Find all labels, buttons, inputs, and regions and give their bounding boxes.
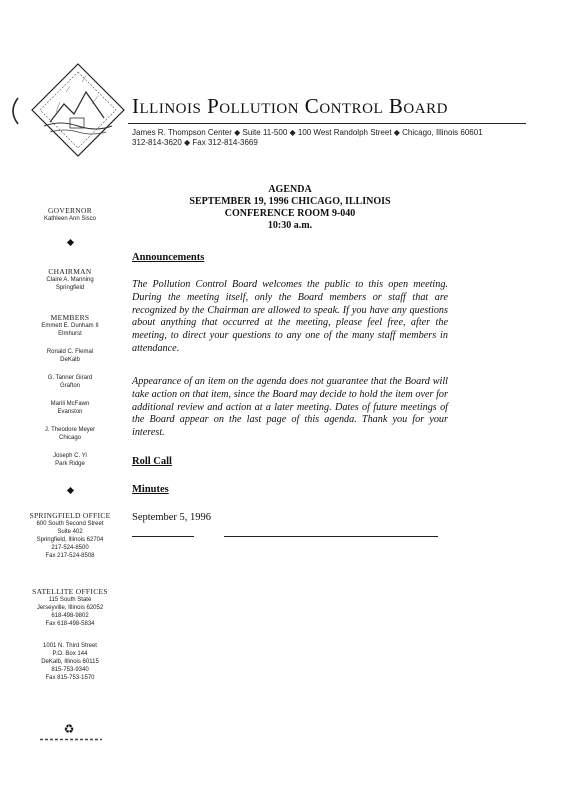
member-city: Park Ridge: [55, 461, 85, 467]
sidebar-diamond: [28, 240, 112, 245]
sidebar-governor: [28, 207, 112, 223]
left-bracket-mark: [6, 96, 20, 126]
members-label: MEMBERS: [50, 313, 90, 322]
sidebar-satellite-offices: [28, 588, 112, 682]
appearance-paragraph: Appearance of an item on the agenda does not guarantee that the Board will take action on that item, since the Board may decide to hold the item over for additional review and action at a later meeting. Dates of future meetings of the Board appear on the last page of this agenda. Thank you for your interest.: [132, 376, 448, 439]
letterhead-rule: [128, 123, 526, 124]
office-line: Fax 217-524-8508: [45, 553, 95, 559]
minutes-heading: Minutes: [132, 484, 169, 495]
member-name: Emmett E. Dunham II: [41, 323, 99, 329]
diamond-icon: [66, 487, 73, 494]
announcements-heading: Announcements: [132, 252, 205, 263]
board-name: Illinois Pollution Control Board: [132, 94, 448, 118]
sidebar-springfield-office: [28, 512, 112, 560]
agenda-title: AGENDA: [268, 184, 312, 195]
springfield-label: SPRINGFIELD OFFICE: [29, 511, 111, 520]
office-line: P.O. Box 144: [52, 651, 88, 657]
office-line: 618-498-9802: [51, 613, 89, 619]
sidebar-members: [28, 314, 112, 468]
sidebar-chairman: [28, 268, 112, 292]
signature-line: [132, 536, 194, 537]
office-line: Jerseyville, Illinois 62052: [36, 605, 104, 611]
office-line: Springfield, Illinois 62704: [36, 537, 104, 543]
office-line: DeKalb, Illinois 60115: [41, 659, 99, 665]
office-line: Fax 618-498-5834: [45, 621, 95, 627]
member-city: DeKalb: [60, 357, 80, 363]
member-name: Joseph C. Yi: [53, 453, 87, 459]
member-city: Grafton: [59, 383, 80, 389]
board-seal-logo: [30, 62, 126, 158]
office-line: 815-753-9340: [51, 667, 89, 673]
member-name: Marili McFawn: [50, 401, 90, 407]
governor-name: Kathleen Ann Sisco: [43, 216, 97, 222]
sidebar-diamond: [28, 488, 112, 493]
chairman-name: Claire A. Manning: [46, 277, 94, 283]
office-line: 115 South State: [48, 597, 92, 603]
member-city: Elmhurst: [58, 331, 82, 337]
phone-line: 312-814-3620 ◆ Fax 312-814-3669: [132, 138, 258, 147]
signature-line: [224, 536, 438, 537]
member-name: Ronald C. Flemal: [46, 349, 94, 355]
governor-label: GOVERNOR: [47, 206, 93, 215]
agenda-room-line: CONFERENCE ROOM 9-040: [224, 208, 356, 219]
address-line: James R. Thompson Center ◆ Suite 11-500 ◆ 100 West Randolph Street ◆ Chicago, Illinois 60601: [132, 128, 483, 137]
member-name: G. Tanner Girard: [47, 375, 93, 381]
member-name: J. Theodore Meyer: [44, 427, 96, 433]
minutes-date: September 5, 1996: [132, 512, 212, 523]
agenda-heading-block: [160, 184, 420, 232]
chairman-label: CHAIRMAN: [48, 267, 92, 276]
chairman-city: Springfield: [55, 285, 85, 291]
satellite-label: SATELLITE OFFICES: [32, 587, 108, 596]
recycle-icon: ♻: [63, 722, 75, 736]
office-line: Fax 815-753-1570: [45, 675, 95, 681]
office-line: 217-524-8500: [51, 545, 89, 551]
office-line: 600 South Second Street: [36, 521, 104, 527]
office-line: Suite 402: [57, 529, 83, 535]
welcome-paragraph: The Pollution Control Board welcomes the public to this open meeting. During the meeting itself, only the Board members or staff that are recognized by the Chairman are allowed to speak. If you have any questions about anything that occurred at the meeting, please feel free, after the meeting, to direct your questions to any one of the many staff members in attendance.: [132, 279, 448, 354]
member-city: Chicago: [58, 435, 81, 441]
diamond-icon: [66, 239, 73, 246]
roll-call-heading: Roll Call: [132, 456, 172, 467]
office-line: 1001 N. Third Street: [43, 643, 97, 649]
agenda-date-line: SEPTEMBER 19, 1996 CHICAGO, ILLINOIS: [189, 196, 391, 207]
agenda-time-line: 10:30 a.m.: [267, 220, 313, 231]
member-city: Evanston: [57, 409, 83, 415]
recycled-paper-mark: [40, 738, 102, 741]
